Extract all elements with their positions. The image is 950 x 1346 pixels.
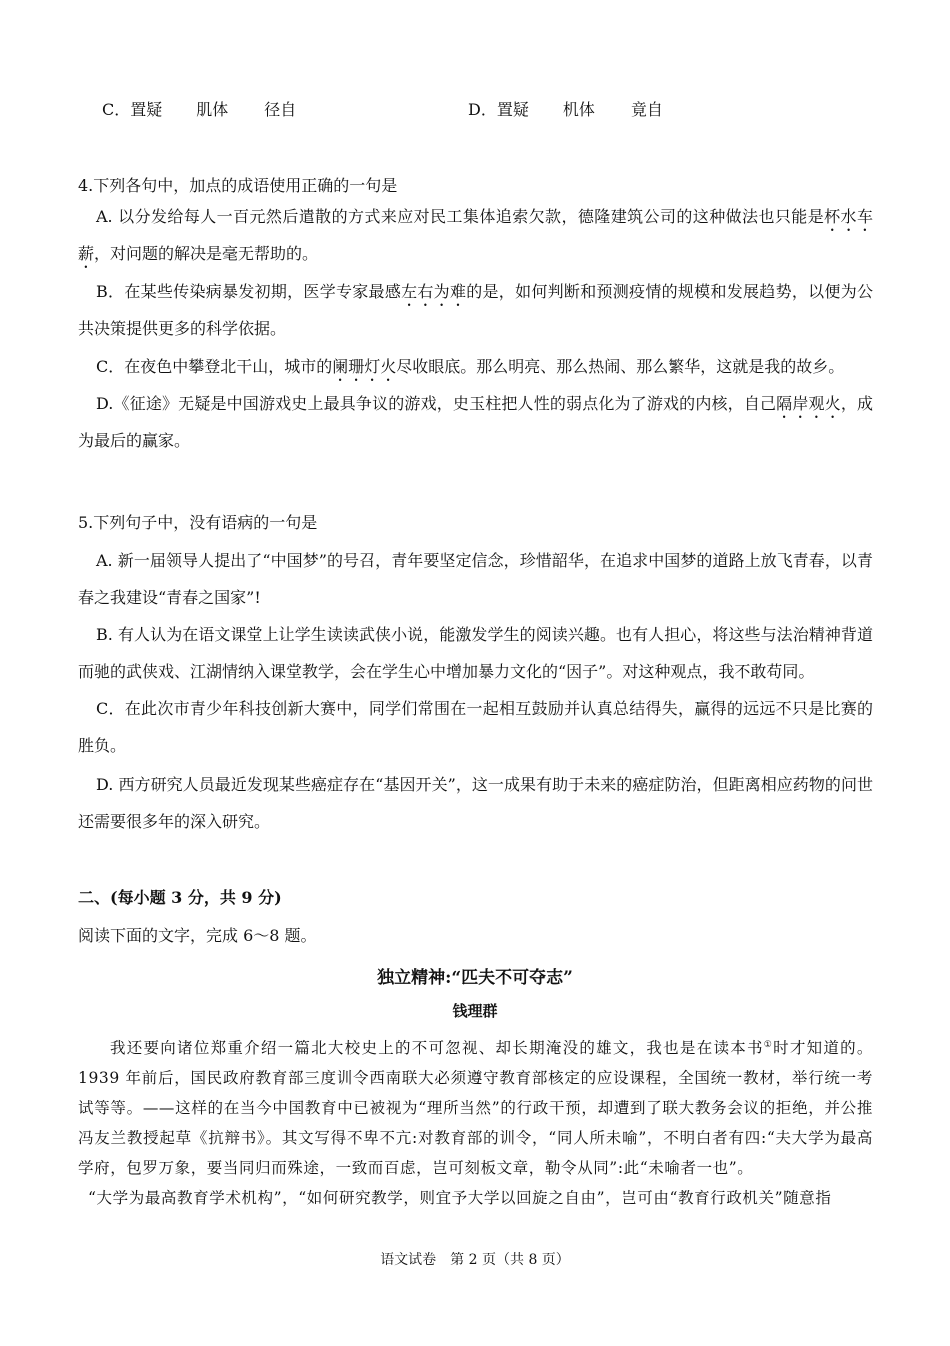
dotted-idiom: 左右为难: [401, 282, 467, 301]
article-author: 钱理群: [452, 1002, 498, 1020]
q3-option-c: C．置疑 肌体 径自: [102, 100, 297, 119]
dotted-idiom: 杯水车薪: [78, 207, 873, 263]
q4-stem: 4.下列各句中，加点的成语使用正确的一句是: [78, 176, 398, 195]
q4-option-d: D.《征途》无疑是中国游戏史上最具争议的游戏，史玉柱把人性的弱点化为了游戏的内核，自己隔岸观火，成为最后的赢家。: [78, 394, 873, 450]
section-heading: 二、(每小题 3 分，共 9 分): [78, 888, 282, 907]
footnote-marker: ①: [763, 1039, 774, 1050]
q4-option-a: A. 以分发给每人一百元然后遣散的方式来应对民工集体追索欠款，德隆建筑公司的这种做法也只能是杯水车薪，对问题的解决是毫无帮助的。: [78, 207, 873, 263]
q3-option-d: D．置疑 机体 竟自: [468, 100, 663, 119]
article-paragraph-1: 我还要向诸位郑重介绍一篇北大校史上的不可忽视、却长期淹没的雄文，我也是在读本书①时才知道的。1939 年前后，国民政府教育部三度训令西南联大必须遵守教育部核定的应设课程，全国统一教材，举行统一考试等等。——这样的在当今中国教育中已被视为“理所当然”的行政干预，却遭到了联大教务会议的拒绝，并公推冯友兰教授起草《抗辩书》。其文写得不卑不亢:对教育部的训令，“同人所未喻”，不明白者有四:“夫大学为最高学府，包罗万象，要当同归而殊途，一致而百虑，岂可刻板文章，勒令从同”:此“未喻者一也”。: [78, 1039, 874, 1177]
q5-option-a: A. 新一届领导人提出了“中国梦”的号召，青年要坚定信念，珍惜韶华，在追求中国梦的道路上放飞青春，以青春之我建设“青春之国家”!: [78, 551, 873, 607]
page-footer: 语文试卷 第 2 页（共 8 页）: [380, 1252, 570, 1268]
q5-option-d: D. 西方研究人员最近发现某些癌症存在“基因开关”，这一成果有助于未来的癌症防治，但距离相应药物的问世还需要很多年的深入研究。: [78, 775, 873, 831]
article-paragraph-2: “大学为最高教育学术机构”，“如何研究教学，则宜予大学以回旋之自由”，岂可由“教育行政机关”随意指: [88, 1189, 832, 1207]
section-instruction: 阅读下面的文字，完成 6～8 题。: [78, 926, 317, 945]
q4-option-b: B．在某些传染病暴发初期，医学专家最感左右为难的是，如何判断和预测疫情的规模和发展趋势，以便为公共决策提供更多的科学依据。: [78, 282, 873, 338]
q5-option-b: B. 有人认为在语文课堂上让学生读读武侠小说，能激发学生的阅读兴趣。也有人担心，将这些与法治精神背道而驰的武侠戏、江湖情纳入课堂教学，会在学生心中增加暴力文化的“因子”。对这种观点，我不敢苟同。: [78, 625, 873, 681]
article-title: 独立精神:“匹夫不可夺志”: [377, 968, 573, 988]
q5-stem: 5.下列句子中，没有语病的一句是: [78, 513, 318, 532]
dotted-idiom: 隔岸观火: [776, 394, 841, 413]
dotted-idiom: 阑珊灯火: [332, 357, 397, 376]
q5-option-c: C．在此次市青少年科技创新大赛中，同学们常围在一起相互鼓励并认真总结得失，赢得的远远不只是比赛的胜负。: [78, 699, 873, 755]
q4-option-c: C．在夜色中攀登北干山，城市的阑珊灯火尽收眼底。那么明亮、那么热闹、那么繁华，这就是我的故乡。: [96, 357, 845, 376]
article-body: [78, 1033, 873, 1213]
